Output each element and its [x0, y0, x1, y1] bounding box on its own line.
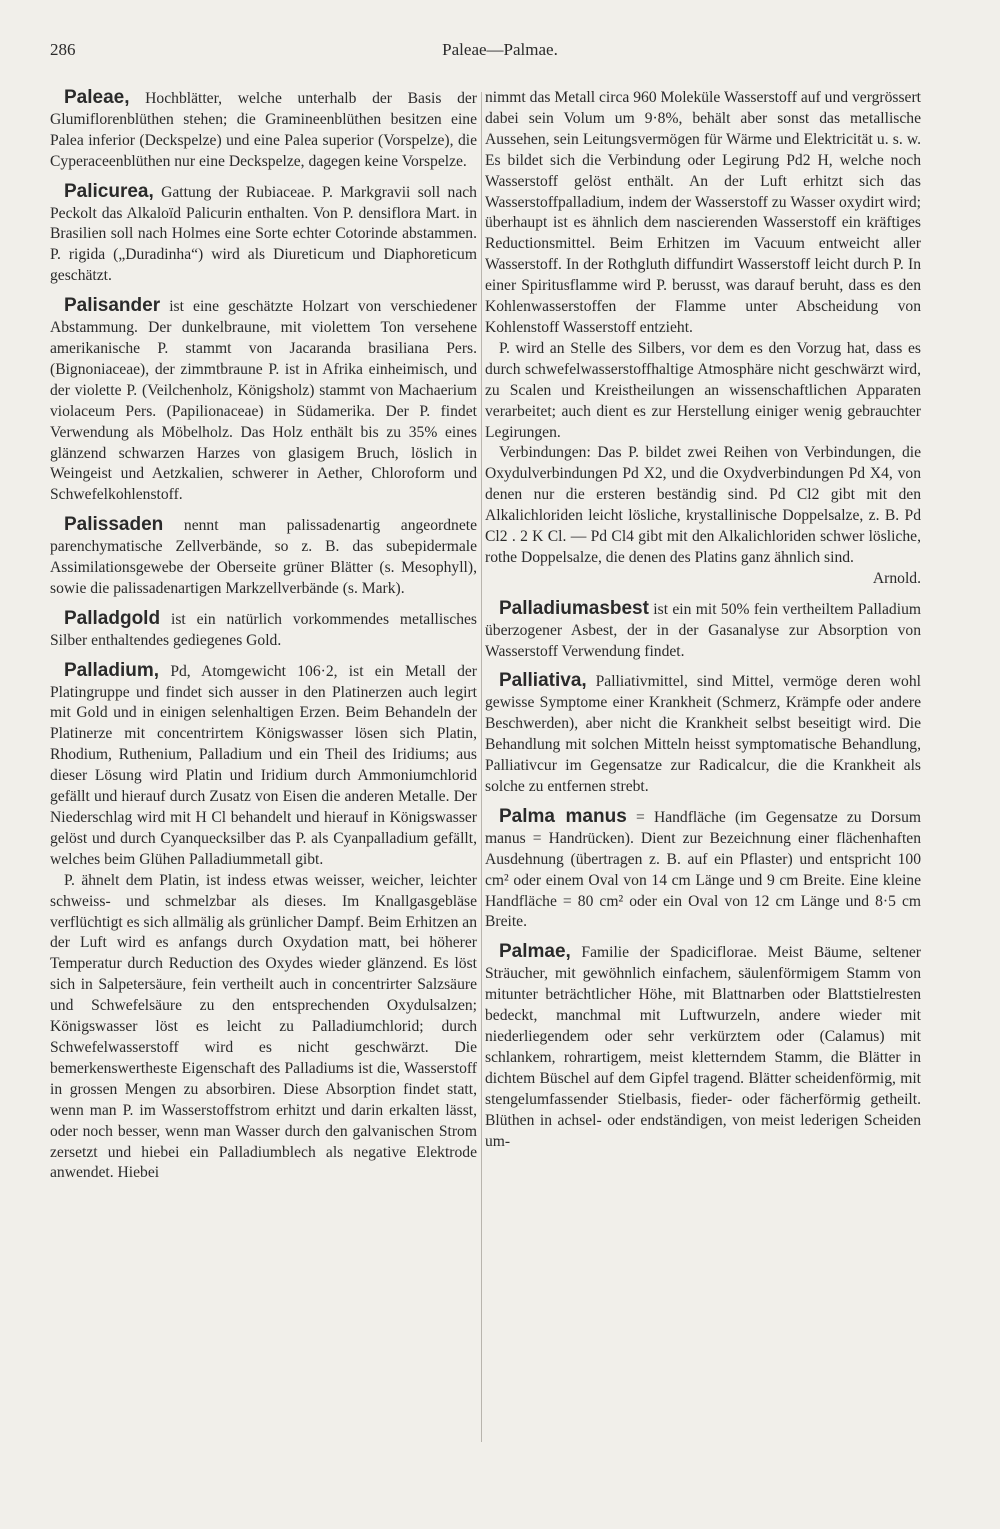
- entry-palissaden: [50, 515, 477, 600]
- headword: Paleae,: [64, 87, 130, 108]
- entry-text: nennt man palissadenartig angeordnete parenchymatische Zellverbände, so z. B. das subepidermale Assimilationsgewebe der Oberseite grüner Blätter (s. Mesophyll), sowie die palissadenartigen Markzellverbände (s. Mark).: [50, 517, 477, 597]
- entry-palisander: [50, 296, 477, 506]
- entry-palmae: [485, 942, 921, 1152]
- entry-palliativa: [485, 671, 921, 797]
- column-divider: [481, 92, 482, 1442]
- entry-palma-manus: [485, 807, 921, 933]
- entry-text: = Handfläche (im Gegensatze zu Dorsum manus = Handrücken). Dient zur Bezeichnung einer flächenhaften Ausdehnung (übertragen z. B. auf ein Pflaster) und entspricht 100 cm² oder einem Oval von 14 cm Länge und 9 cm Breite. Eine kleine Handfläche = 80 cm² oder ein Oval von 12 cm Länge und 8·5 cm Breite.: [485, 808, 921, 931]
- entry-palladiumasbest: [485, 599, 921, 663]
- entry-paleae: [50, 88, 477, 173]
- headword: Palisander: [64, 295, 161, 317]
- running-title: Paleae—Palmae.: [442, 40, 558, 59]
- headword: Palladgold: [64, 607, 161, 629]
- headword: Palladium,: [64, 659, 160, 681]
- page-header: [50, 40, 950, 66]
- author-signature: Arnold.: [872, 569, 921, 587]
- entry-palladgold: [50, 609, 477, 652]
- headword: Palladiumasbest: [499, 597, 649, 619]
- entry-paragraph: P. ähnelt dem Platin, ist indess etwas weisser, weicher, leichter schweiss- und schmelzbar als dieses. Im Knallgasgebläse verflüchtigt es sich allmälig als grünlicher Dampf. Beim Erhitzen an der Luft wird es anfangs durch Oxydation matt, bei höherer Temperatur durch Reduction des Oxydes wieder glänzend. Es löst sich in Salpetersäure, fein vertheilt auch in concentrirter Salzsäure und Schwefelsäure zu den entsprechenden Oxydulsalzen; Königswasser löst es leicht zu Palladiumchlorid; durch Schwefelwasserstoff wird es nicht geschwärzt. Die bemerkenswertheste Eigenschaft des Palladiums ist die, Wasserstoff in grossen Mengen zu absorbiren. Diese Absorption findet statt, wenn man P. im Wasserstoffstrom erhitzt und darin erkalten lässt, oder noch besser, wenn man Wasser durch den galvanischen Strom zersetzt und hiebei ein Palladiumblech als negative Elektrode anwendet. Hiebei: [50, 871, 477, 1182]
- entry-palladium-continued: [485, 88, 921, 590]
- entry-text: Hochblätter, welche unterhalb der Basis der Glumiflorenblüthen stehen; die Gramineenblüthen besitzen eine Palea inferior (Deckspelze) und eine Palea superior (Vorspelze), die Cyperaceenblüthen nur eine Deckspelze, dagegen keine Vorspelze.: [50, 90, 478, 170]
- entry-text: ist ein mit 50% fein vertheiltem Palladium überzogener Asbest, der in der Gasanalyse zur Absorption von Wasserstoff Verwendung findet.: [485, 600, 921, 660]
- entry-palladium: [50, 661, 477, 1185]
- right-column: [485, 88, 921, 1161]
- entry-text: ist eine geschätzte Holzart von verschiedener Abstammung. Der dunkelbraune, mit violettem Ton versehene amerikanische P. stammt von Jacaranda brasiliana Pers. (Bignoniaceae), der zimmtbraune P. ist in Afrika einheimisch, und der violette P. (Veilchenholz, Königsholz) stammt von Machaerium violaceum Pers. (Papilionaceae) in Südamerika. Der P. findet Verwendung als Möbelholz. Das Holz enthält bis zu 35% eines glänzend schwarzen Harzes von glasigem Bruch, löslich in Weingeist und Aetzkalien, schwerer in Aether, Chloroform und Schwefelkohlenstoff.: [50, 298, 477, 504]
- entry-palicurea: [50, 182, 477, 288]
- entry-paragraph: nimmt das Metall circa 960 Moleküle Wasserstoff auf und vergrössert dabei sein Volum um 9·8%, behält aber sonst das metallische Aussehen, sein Leitungsvermögen für Wärme und Elektricität u. s. w. Es bildet sich die Verbindung oder Legirung Pd2 H, welche noch Wasserstoff gelöst enthält. An der Luft erhitzt sich das Wasserstoffpalladium, indem der Wasserstoff zu Wasser oxydirt wird; überhaupt ist es ähnlich dem nascierenden Wasserstoff ein kräftiges Reductionsmittel. Beim Erhitzen im Vacuum entweicht aller Wasserstoff. In der Rothgluth diffundirt Wasserstoff leicht durch P. In einer Spiritusflamme wird P. berusst, was darauf beruht, dass es den Kohlenwasserstoffen der Flamme unter Abscheidung von Kohlenstoff Wasserstoff entzieht.: [485, 89, 921, 336]
- headword: Palissaden: [64, 514, 164, 536]
- entry-text: Gattung der Rubiaceae. P. Markgravii soll nach Peckolt das Alkaloïd Palicurin enthalten. Von P. densiflora Mart. in Brasilien soll nach Holmes eine Sorte echter Cotorinde abstammen. P. rigida („Duradinha“) wird als Diureticum und Diaphoreticum geschätzt.: [50, 183, 477, 285]
- headword: Palmae,: [499, 941, 571, 963]
- entry-paragraph: Verbindungen: Das P. bildet zwei Reihen von Verbindungen, die Oxydulverbindungen Pd X2, und die Oxydverbindungen Pd X4, von denen nur die ersteren beständig sind. Pd Cl2 gibt mit den Alkalichloriden leicht lösliche, krystallinische Doppelsalze, z. B. Pd Cl2 . 2 K Cl. — Pd Cl4 gibt mit den Alkalichloriden schwer lösliche, rothe Doppelsalze, die denen des Platins ganz ähnlich sind.: [485, 444, 921, 566]
- headword: Palliativa,: [499, 670, 587, 692]
- entry-text: ist ein natürlich vorkommendes metallisches Silber enthaltendes gediegenes Gold.: [50, 610, 477, 649]
- headword: Palicurea,: [64, 180, 154, 202]
- page-number: 286: [50, 40, 76, 59]
- entry-text: Pd, Atomgewicht 106·2, ist ein Metall der Platingruppe und findet sich ausser in den Platinerzen auch legirt mit Gold und in einigen selenhaltigen Erzen. Beim Behandeln der Platinerze mit concentrirtem Königswasser lösen sich Platin, Rhodium, Ruthenium, Palladium und ein Theil des Iridiums; aus dieser Lösung wird Platin und Iridium durch Ammoniumchlorid gefällt und hierauf durch Zusatz von Eisen die anderen Metalle. Der Niederschlag wird mit H Cl behandelt und hierauf in Königswasser gelöst und durch Cyanquecksilber das P. als Cyanpalladium gefällt, welches beim Glühen Palladiummetall gibt.: [50, 662, 477, 868]
- headword: Palma manus: [499, 805, 627, 827]
- entry-text: Palliativmittel, sind Mittel, vermöge deren wohl gewisse Symptome einer Krankheit (Schmerz, Krämpfe oder andere Beschwerden), aber nicht die Krankheit selbst beseitigt wird. Die Behandlung mit solchen Mitteln heisst symptomatische Behandlung, Palliativcur im Gegensatze zur Radicalcur, die die Krankheit als solche zu entfernen strebt.: [485, 673, 921, 795]
- entry-paragraph: P. wird an Stelle des Silbers, vor dem es den Vorzug hat, dass es durch schwefelwasserstoffhaltige Atmosphäre nicht geschwärzt wird, zu Scalen und Kreistheilungen an wissenschaftlichen Apparaten verarbeitet; auch dient es zur Herstellung einiger wenig gebrauchter Legirungen.: [485, 339, 921, 441]
- entry-text: Familie der Spadiciflorae. Meist Bäume, seltener Sträucher, mit gewöhnlich einfachem, säulenförmigem Stamm von mitunter beträchtlicher Höhe, mit Blattnarben oder Blattstielresten bedeckt, manchmal mit Luftwurzeln, andere wieder mit niederliegendem oder sehr verkürztem oder (Calamus) mit schlankem, rohrartigem, meist kletterndem Stamm, die Blätter in dichtem Büschel auf dem Gipfel tragend. Blätter scheidenförmig, mit stengelumfassender Stielbasis, fieder- oder fächerförmig getheilt. Blüthen in achsel- oder endständigen, von meist lederigen Scheiden um-: [485, 944, 921, 1150]
- left-column: [50, 88, 477, 1193]
